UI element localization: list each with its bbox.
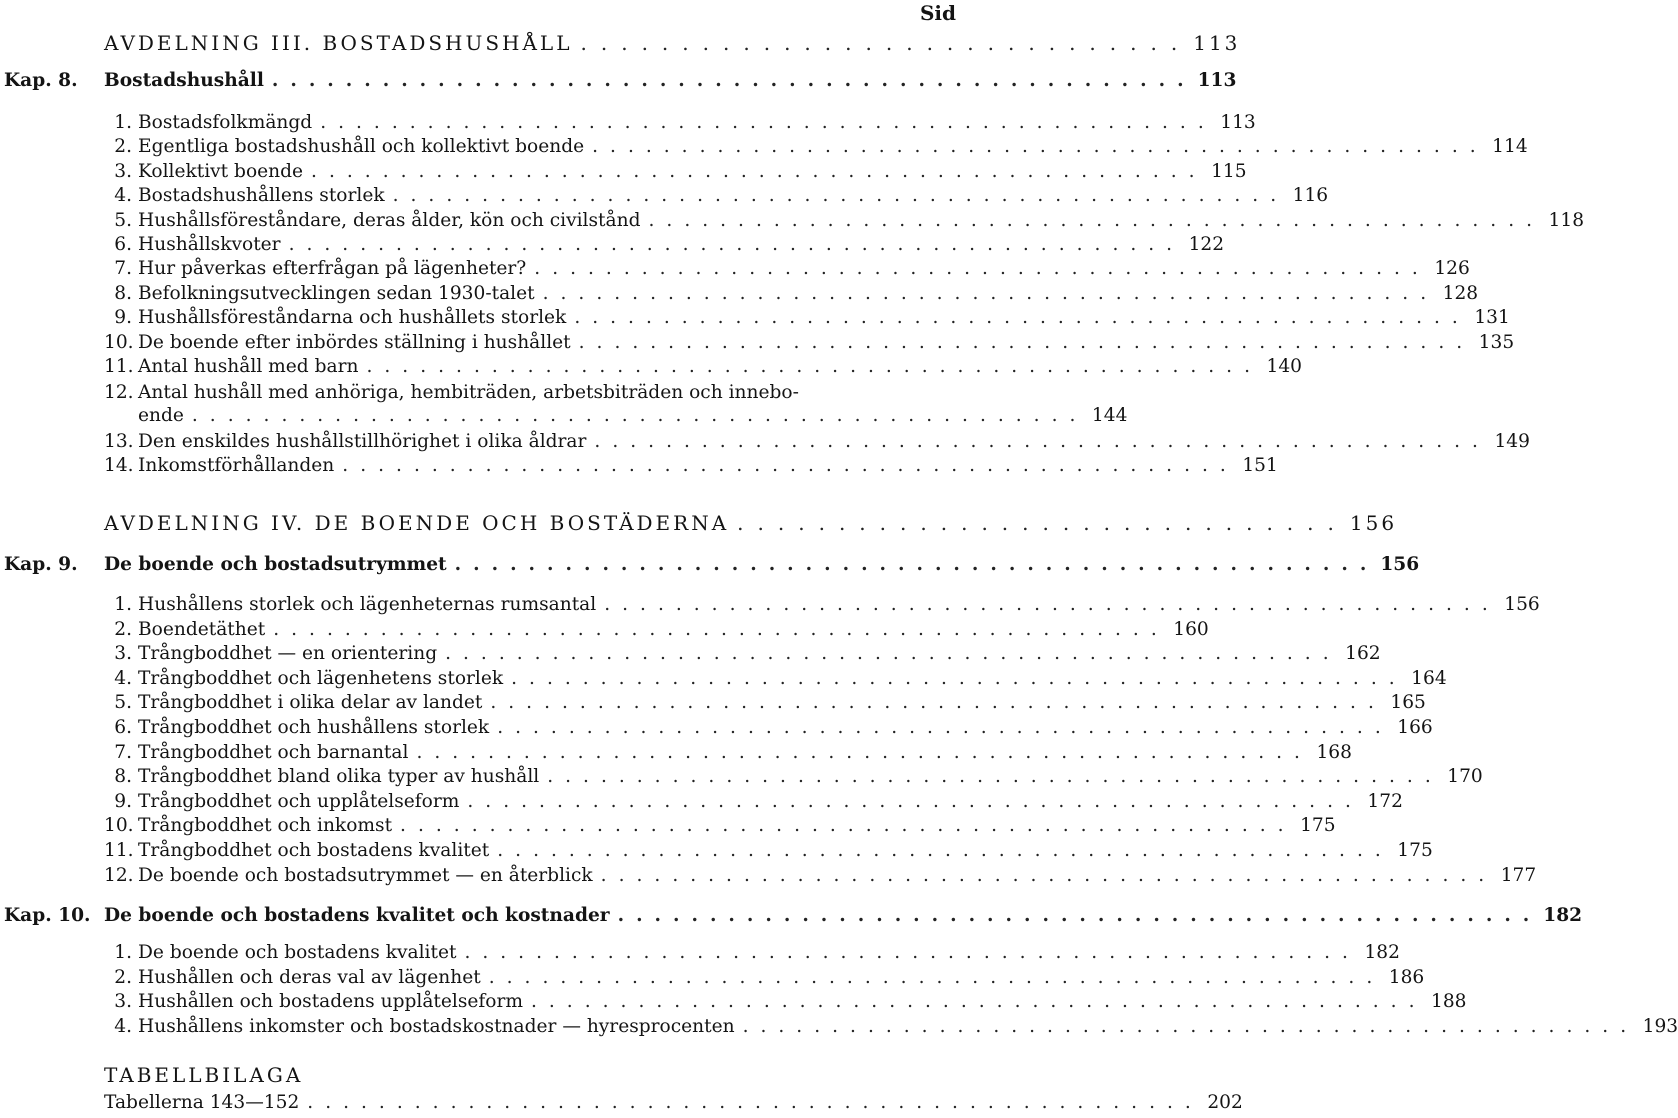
page-number: 149 <box>1494 431 1530 452</box>
chapter-heading-9 <box>4 552 1420 578</box>
entry-number: 11. <box>104 840 134 861</box>
entry-title: Hushållsföreståndarna och hushållets storlek <box>138 307 567 329</box>
leader-dots: .................................................. <box>592 136 1488 158</box>
page-number: 140 <box>1266 356 1303 377</box>
entry-number: 3. <box>114 643 132 665</box>
entry-title: Egentliga bostadshushåll och kollektivt boende <box>138 136 585 158</box>
leader-dots: .................................................. <box>416 741 1312 763</box>
entry-number: 12. <box>104 382 134 403</box>
page-number: 126 <box>1434 258 1470 280</box>
entry-number: 11. <box>104 356 134 377</box>
toc-entry <box>104 740 1352 766</box>
entry-title: Hushållens storlek och lägenheternas rumsantal <box>138 594 597 615</box>
leader-dots: .................................................. <box>288 234 1185 255</box>
leader-dots: .................................................. <box>191 405 1088 426</box>
chapter-title: De boende och bostadens kvalitet och kostnader <box>104 905 610 926</box>
toc-entry <box>104 208 1585 234</box>
page-number: 160 <box>1173 618 1209 640</box>
leader-dots: .................................................. <box>600 864 1497 886</box>
leader-dots: .................................................. <box>464 942 1360 963</box>
section-heading-avdelning-4 <box>104 510 1398 536</box>
entry-title: Trångboddhet — en orientering <box>138 643 438 665</box>
leader-dots: .................................................. <box>271 70 1196 91</box>
entry-title: Den enskildes hushållstillhörighet i olika åldrar <box>138 431 587 452</box>
entry-number: 7. <box>114 258 132 280</box>
entry-title: Befolkningsutvecklingen sedan 1930-talet <box>138 282 535 304</box>
entry-number: 4. <box>114 667 132 689</box>
entry-title: Antal hushåll med anhöriga, hembiträden, arbetsbiträden och innebo- <box>138 382 799 403</box>
entry-number: 6. <box>114 717 132 738</box>
entry-title: Trångboddhet i olika delar av landet <box>138 692 483 714</box>
leader-dots: .................................................. <box>594 431 1490 452</box>
entry-title-continuation: ende <box>138 405 184 426</box>
entry-number: 1. <box>114 594 132 615</box>
entry-number: 3. <box>114 160 132 182</box>
leader-dots: .................................................. <box>320 112 1216 133</box>
sid-header: Sid <box>919 1 956 25</box>
entry-title: Boendetäthet <box>138 618 266 640</box>
chapter-title: De boende och bostadsutrymmet <box>104 554 447 575</box>
toc-entry <box>104 592 1540 618</box>
leader-dots: .................................................. <box>307 1092 1203 1113</box>
toc-entry <box>104 641 1381 667</box>
entry-number: 4. <box>114 1015 132 1037</box>
page-number: 135 <box>1478 331 1515 353</box>
entry-number: 4. <box>114 185 132 207</box>
toc-entry <box>104 159 1247 185</box>
page-number: 175 <box>1397 840 1433 861</box>
entry-number: 10. <box>104 331 134 353</box>
leader-dots: .................................................. <box>467 790 1363 812</box>
page-number: 128 <box>1442 282 1479 304</box>
leader-dots: .................................................. <box>497 717 1393 738</box>
leader-dots: .................................................. <box>534 258 1430 280</box>
entry-number: 10. <box>104 815 134 837</box>
entry-title: Trångboddhet och bostadens kvalitet <box>138 840 490 861</box>
entry-number: 7. <box>114 741 132 763</box>
leader-dots: .................................................. <box>542 282 1439 304</box>
toc-entry <box>104 232 1225 258</box>
leader-dots: .................................................. <box>273 618 1169 640</box>
toc-entry <box>104 789 1403 815</box>
toc-entry <box>104 1014 1678 1040</box>
entry-title: Trångboddhet och upplåtelseform <box>138 790 460 812</box>
leader-dots: .................................................. <box>578 331 1475 353</box>
entry-number: 5. <box>114 692 132 714</box>
page-number: 114 <box>1492 136 1528 158</box>
entry-number: 2. <box>114 618 132 640</box>
entry-number: 2. <box>114 136 132 158</box>
toc-entry <box>104 305 1510 331</box>
entry-title: Bostadshushållens storlek <box>138 185 385 207</box>
appendix-entry <box>104 1090 1243 1116</box>
toc-entry <box>104 940 1400 966</box>
toc-entry <box>104 134 1528 160</box>
leader-dots: .................................................. <box>392 185 1289 207</box>
entry-number: 3. <box>114 991 132 1013</box>
page-number: 172 <box>1367 790 1403 812</box>
leader-dots: .................................................. <box>488 966 1385 988</box>
toc-entry <box>104 110 1256 136</box>
leader-dots: .................................................. <box>311 160 1207 182</box>
page-number: 156 <box>1349 511 1398 535</box>
page-number: 202 <box>1207 1092 1243 1113</box>
toc-entry <box>104 429 1530 455</box>
toc-entry <box>104 354 1303 380</box>
entry-number: 1. <box>114 112 132 133</box>
entry-number: 8. <box>114 282 132 304</box>
entry-number: 2. <box>114 966 132 988</box>
page-number: 118 <box>1548 209 1585 231</box>
leader-dots: .................................................. <box>497 840 1393 861</box>
entry-title: Hur påverkas efterfrågan på lägenheter? <box>138 258 527 280</box>
page-number: 170 <box>1447 766 1483 788</box>
leader-dots: .............................. <box>580 31 1192 55</box>
page-number: 113 <box>1220 112 1256 133</box>
entry-number: 5. <box>114 209 132 231</box>
section-title: AVDELNING III. BOSTADSHUSHÅLL <box>104 31 573 55</box>
entry-title: Hushållen och deras val av lägenhet <box>138 966 481 988</box>
leader-dots: .................................................. <box>547 766 1443 788</box>
entry-title: Bostadsfolkmängd <box>138 112 313 133</box>
entry-title: Trångboddhet bland olika typer av hushåll <box>138 766 540 788</box>
page-number: 113 <box>1193 31 1241 55</box>
entry-number: 9. <box>114 790 132 812</box>
page-number: 186 <box>1388 966 1425 988</box>
leader-dots: .............................. <box>737 511 1348 535</box>
toc-entry <box>104 715 1433 741</box>
entry-title: Hushållen och bostadens upplåtelseform <box>138 991 523 1013</box>
entry-title: De boende och bostadens kvalitet <box>138 942 457 963</box>
entry-title: Hushållskvoter <box>138 234 281 255</box>
entry-number: 1. <box>114 942 132 963</box>
page-number: 165 <box>1390 692 1426 714</box>
toc-entry <box>104 965 1425 991</box>
page-number: 151 <box>1242 455 1278 477</box>
leader-dots: .................................................. <box>400 815 1296 837</box>
leader-dots: .................................................. <box>742 1015 1639 1037</box>
entry-title: Antal hushåll med barn <box>138 356 359 377</box>
chapter-heading-8 <box>4 68 1237 94</box>
page-number: 175 <box>1300 815 1336 837</box>
entry-number: 8. <box>114 766 132 788</box>
page-number: 164 <box>1411 667 1447 689</box>
page-number: 177 <box>1500 864 1537 886</box>
leader-dots: .................................................. <box>490 692 1386 714</box>
toc-entry <box>104 838 1433 864</box>
entry-title: Tabellerna 143—152 <box>104 1092 300 1113</box>
page-number: 188 <box>1431 991 1467 1013</box>
page-number: 122 <box>1188 234 1225 255</box>
chapter-title: Bostadshushåll <box>104 70 264 91</box>
page-number: 116 <box>1292 185 1329 207</box>
appendix-heading: TABELLBILAGA <box>104 1063 304 1087</box>
entry-number: 13. <box>104 431 134 452</box>
leader-dots: .................................................. <box>454 554 1379 575</box>
chapter-label: Kap. 10. <box>4 905 91 926</box>
toc-entry <box>104 666 1447 692</box>
leader-dots: .................................................. <box>574 307 1470 329</box>
page-number: 166 <box>1397 717 1433 738</box>
leader-dots: .................................................. <box>648 209 1545 231</box>
leader-dots: .................................................. <box>530 991 1427 1013</box>
page-number: 182 <box>1543 905 1583 926</box>
entry-title: Kollektivt boende <box>138 160 304 182</box>
leader-dots: .................................................. <box>445 643 1341 665</box>
page-number: 156 <box>1504 594 1540 615</box>
entry-title: Inkomstförhållanden <box>138 455 335 477</box>
toc-entry <box>104 617 1209 643</box>
toc-entry <box>104 764 1483 790</box>
entry-title: Trångboddhet och lägenhetens storlek <box>138 667 504 689</box>
toc-entry <box>104 813 1336 839</box>
toc-entry <box>104 453 1278 479</box>
toc-entry <box>104 690 1426 716</box>
toc-entry <box>104 330 1515 356</box>
entry-number: 12. <box>104 864 134 886</box>
entry-title: Trångboddhet och inkomst <box>138 815 393 837</box>
entry-title: Trångboddhet och barnantal <box>138 741 409 763</box>
toc-entry <box>104 989 1467 1015</box>
chapter-label: Kap. 8. <box>4 70 78 91</box>
page-number: 193 <box>1642 1015 1678 1037</box>
entry-title: Hushållsföreståndare, deras ålder, kön och civilstånd <box>138 209 641 231</box>
toc-entry <box>104 256 1470 282</box>
page-number: 113 <box>1197 70 1237 91</box>
page-number: 162 <box>1345 643 1381 665</box>
entry-title: De boende och bostadsutrymmet — en återblick <box>138 864 593 886</box>
entry-number: 6. <box>114 234 132 255</box>
toc-entry <box>104 281 1479 307</box>
section-title: AVDELNING IV. DE BOENDE OCH BOSTÄDERNA <box>104 511 730 535</box>
leader-dots: .................................................. <box>366 356 1263 377</box>
entry-number: 9. <box>114 307 132 329</box>
page-number: 144 <box>1091 405 1128 426</box>
entry-title: De boende efter inbördes ställning i hushållet <box>138 331 571 353</box>
leader-dots: .................................................. <box>604 594 1500 615</box>
entry-title: Hushållens inkomster och bostadskostnader — hyresprocenten <box>138 1015 735 1037</box>
leader-dots: .................................................. <box>342 455 1238 477</box>
toc-entry-continuation <box>138 403 1128 429</box>
chapter-label: Kap. 9. <box>4 554 78 575</box>
toc-entry <box>104 183 1329 209</box>
toc-entry <box>104 863 1537 889</box>
page-number: 156 <box>1380 554 1420 575</box>
chapter-heading-10 <box>4 903 1583 929</box>
page-number: 182 <box>1364 942 1400 963</box>
page-number: 168 <box>1316 741 1352 763</box>
page-number: 115 <box>1211 160 1247 182</box>
entry-number: 14. <box>104 455 134 477</box>
entry-title: Trångboddhet och hushållens storlek <box>138 717 490 738</box>
page-number: 131 <box>1474 307 1510 329</box>
leader-dots: .................................................. <box>617 905 1542 926</box>
section-heading-avdelning-3 <box>104 30 1241 56</box>
leader-dots: .................................................. <box>511 667 1407 689</box>
